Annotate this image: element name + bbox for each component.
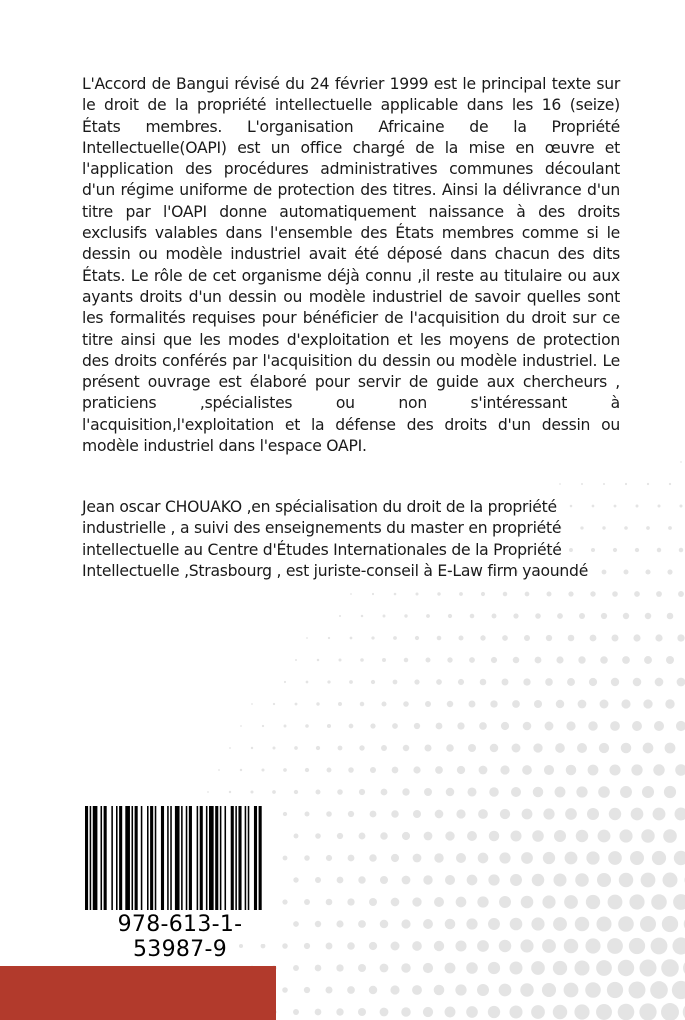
barcode-image bbox=[85, 806, 275, 910]
barcode-block bbox=[82, 804, 278, 962]
isbn-number: 978-613-1-53987-9 bbox=[117, 912, 243, 962]
book-summary: L'Accord de Bangui révisé du 24 février 1999 est le principal texte sur le droit de la propriété intellectuelle applicable dans les 16 (seize) États membres. L'organisation Africaine de la Propriété Intellectuelle(OAPI) est un office chargé de la mise en œuvre et l'application des procédures administratives communes découlant d'un régime uniforme de protection des titres. Ainsi la délivrance d'un titre par l'OAPI donne automatiquement naissance à des droits exclusifs valables dans l'ensemble des États membres comme si le dessin ou modèle industriel avait été déposé dans chacun des dits États. Le rôle de cet organisme déjà connu ,il reste au titulaire ou aux ayants droits d'un dessin ou modèle industriel de savoir quelles sont les formalités requises pour bénéficier de l'acquisition du droit sur ce titre ainsi que les modes d'exploitation et les moyens de protection des droits conférés par l'acquisition du dessin ou modèle industriel. Le présent ouvrage est élaboré pour servir de guide aux chercheurs , praticiens ,spécialistes ou non s'intéressant à l'acquisition,l'exploitation et la défense des droits d'un dessin ou modèle industriel dans l'espace OAPI. bbox=[82, 75, 620, 456]
accent-band bbox=[0, 966, 276, 1020]
author-bio: Jean oscar CHOUAKO ,en spécialisation du droit de la propriété industrielle , a suivi des enseignements du master en propriété intellectuelle au Centre d'Études Internationales de la Propriété Intellectuelle ,Strasbourg , est juriste-conseil à E-Law firm yaoundé bbox=[82, 498, 589, 580]
